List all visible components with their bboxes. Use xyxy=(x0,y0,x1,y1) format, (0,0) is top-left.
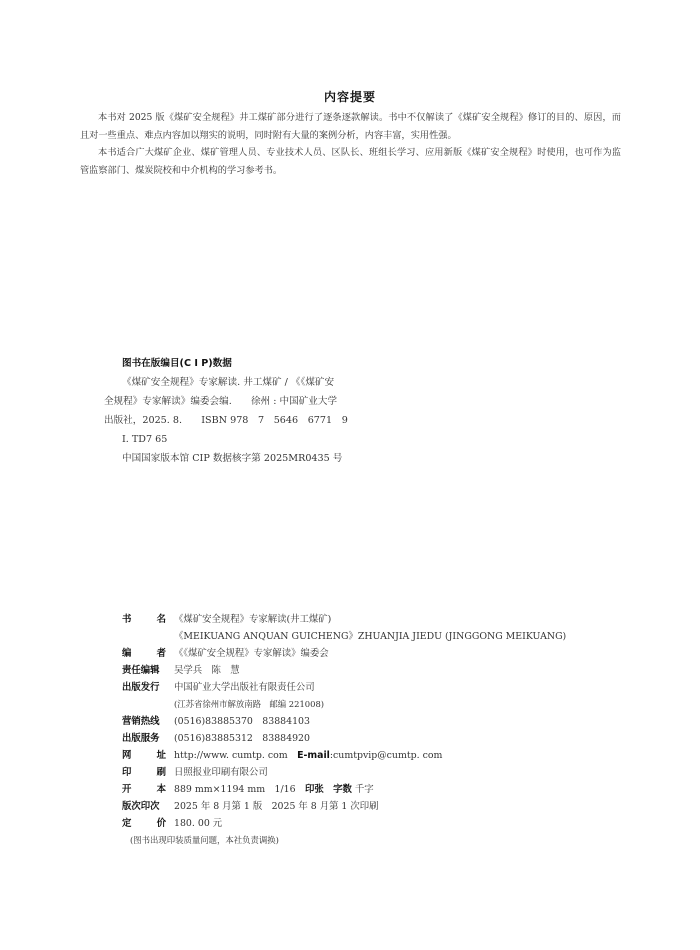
row-value: 中国矿业大学出版社有限责任公司 xyxy=(174,682,315,693)
summary-section xyxy=(80,109,621,179)
row-value: 《煤矿安全规程》专家解读(井工煤矿) xyxy=(174,614,332,625)
row-value: (0516)83885370 83884103 xyxy=(174,716,310,727)
colophon-row-author xyxy=(122,645,622,662)
cip-line: 《煤矿安全规程》专家解读. 井工煤矿 / 《《煤矿安 xyxy=(122,377,335,388)
row-label: 开 本 xyxy=(122,784,166,795)
row-value: 吴学兵 陈 慧 xyxy=(174,665,240,676)
colophon-row-title-pinyin xyxy=(122,628,622,645)
summary-paragraph: 本书对 2025 版《煤矿安全规程》井工煤矿部分进行了逐条逐款解读。书中不仅解读了《煤矿安全规程》修订的目的、原因，而且对一些重点、难点内容加以翔实的说明，同时附有大量的案例分析，内容丰富，实用性强。 xyxy=(80,112,621,141)
email-link[interactable]: :cumtpvip@cumtp. com xyxy=(329,750,443,761)
row-label xyxy=(122,696,166,713)
row-value: 180. 00 元 xyxy=(174,818,223,829)
colophon-row-service xyxy=(122,730,622,747)
row-label: 营销热线 xyxy=(122,716,160,727)
colophon-row-printer xyxy=(122,764,622,781)
row-value: 《MEIKUANG ANQUAN GUICHENG》ZHUANJIA JIEDU (JINGGONG MEIKUANG) xyxy=(174,631,567,642)
colophon-block xyxy=(122,611,622,849)
row-value: 《《煤矿安全规程》专家解读》编委会 xyxy=(174,648,329,659)
email-label: E-mail xyxy=(297,750,330,761)
row-value: (江苏省徐州市解放南路 邮编 221008) xyxy=(174,699,325,709)
row-label xyxy=(122,628,166,645)
cip-line: 全规程》专家解读》编委会编. 徐州 : 中国矿业大学 xyxy=(104,396,338,407)
row-label: 版次印次 xyxy=(122,801,160,812)
summary-paragraph: 本书适合广大煤矿企业、煤矿管理人员、专业技术人员、区队长、班组长学习、应用新版《煤矿安全规程》时使用，也可作为监管监察部门、煤炭院校和中介机构的学习参考书。 xyxy=(80,147,621,176)
row-value: 889 mm×1194 mm 1/16 印张 字数 千字 xyxy=(174,784,374,795)
row-label: 编 者 xyxy=(122,648,166,659)
row-label: 出版服务 xyxy=(122,733,160,744)
colophon-row-edition xyxy=(122,798,622,815)
summary-title: 内容提要 xyxy=(323,90,376,104)
website-link[interactable]: http://www. cumtp. com xyxy=(174,750,288,761)
cip-line: 中国国家版本馆 CIP 数据核字第 2025MR0435 号 xyxy=(122,453,343,464)
row-label: 出版发行 xyxy=(122,682,160,693)
colophon-row-title xyxy=(122,611,622,628)
row-label: 书 名 xyxy=(122,614,166,625)
colophon-row-address xyxy=(122,696,622,713)
row-value: 2025 年 8 月第 1 版 2025 年 8 月第 1 次印刷 xyxy=(174,801,379,812)
row-label: 印 刷 xyxy=(122,767,166,778)
row-value xyxy=(174,747,622,764)
quality-note: (图书出现印装质量问题，本社负责调换) xyxy=(130,835,279,845)
row-label: 网 址 xyxy=(122,750,166,761)
row-label: 定 价 xyxy=(122,818,166,829)
colophon-row-sales-hotline xyxy=(122,713,622,730)
colophon-row-publisher xyxy=(122,679,622,696)
cip-line: 出版社，2025. 8. ISBN 978 7 5646 6771 9 xyxy=(104,415,348,426)
colophon-row-website xyxy=(122,747,622,764)
colophon-row-editor xyxy=(122,662,622,679)
row-value: 日照报业印刷有限公司 xyxy=(174,767,268,778)
row-value: (0516)83885312 83884920 xyxy=(174,733,310,744)
row-label: 责任编辑 xyxy=(122,665,160,676)
cip-line: Ⅰ. TD7 65 xyxy=(122,434,168,445)
cip-header: 图书在版编目(C I P)数据 xyxy=(122,358,232,369)
cip-data-block xyxy=(104,354,374,468)
colophon-row-price xyxy=(122,815,622,832)
colophon-row-format xyxy=(122,781,622,798)
